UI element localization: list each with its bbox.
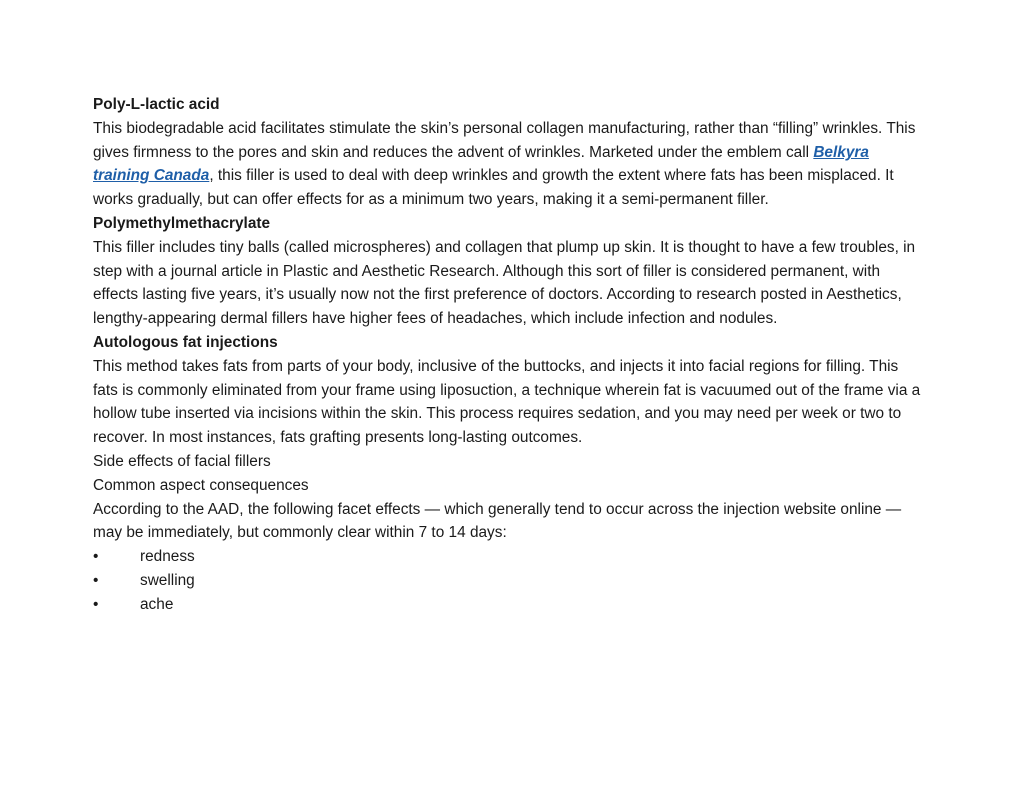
paragraph-autologous-fat-injections: This method takes fats from parts of your body, inclusive of the buttocks, and injects it into facial regions for filling. This fats is commonly eliminated from your frame using liposuction, a technique wherein fat is vacuumed out of the frame via a hollow tube inserted via incisions within the skin. This process requires sedation, and you may need per week or two to recover. In most instances, fats grafting presents long-lasting outcomes. xyxy=(93,357,921,447)
bullet-icon: • xyxy=(93,548,99,566)
paragraph-polymethylmethacrylate: This filler includes tiny balls (called microspheres) and collagen that plump up skin. It is thought to have a few troubles, in step with a journal article in Plastic and Aesthetic Research. Although this sort of filler is considered permanent, with effects lasting five years, it’s usually now not the first preference of doctors. According to research posted in Aesthetics, lengthy-appearing dermal fillers have higher fees of headaches, which include infection and nodules. xyxy=(93,238,916,328)
list-item-text: redness xyxy=(140,548,195,566)
list-item-text: swelling xyxy=(140,571,195,589)
heading-poly-l-lactic-acid: Poly-L-lactic acid xyxy=(93,96,220,113)
document-page xyxy=(93,93,923,617)
list-item xyxy=(93,593,923,617)
bullet-icon: • xyxy=(93,571,99,589)
list-item xyxy=(93,569,923,593)
side-effects-list xyxy=(93,545,923,616)
paragraph-poly-l-lactic-acid xyxy=(93,117,923,212)
heading-polymethylmethacrylate: Polymethylmethacrylate xyxy=(93,214,271,232)
list-item-text: ache xyxy=(140,595,174,613)
side-effects-intro: According to the AAD, the following facet effects — which generally tend to occur across the injection website online — may be immediately, but commonly clear within 7 to 14 days: xyxy=(93,500,902,542)
list-item xyxy=(93,545,923,569)
plla-text-before-link: This biodegradable acid facilitates stimulate the skin’s personal collagen manufacturing, rather than “filling” wrinkles. This gives firmness to the pores and skin and reduces the advent of wrinkles. Marketed under the emblem call xyxy=(93,119,916,161)
belkyra-training-link[interactable]: Belkyra training Canada xyxy=(93,143,869,185)
bullet-icon: • xyxy=(93,595,99,613)
side-effects-subtitle: Common aspect consequences xyxy=(93,476,309,494)
heading-autologous-fat-injections: Autologous fat injections xyxy=(93,333,278,351)
plla-text-after-link: , this filler is used to deal with deep wrinkles and growth the extent where fats has been misplaced. It works gradually, but can offer effects for as a minimum two years, making it a semi-permanent filler. xyxy=(93,167,894,209)
side-effects-title: Side effects of facial fillers xyxy=(93,452,271,470)
